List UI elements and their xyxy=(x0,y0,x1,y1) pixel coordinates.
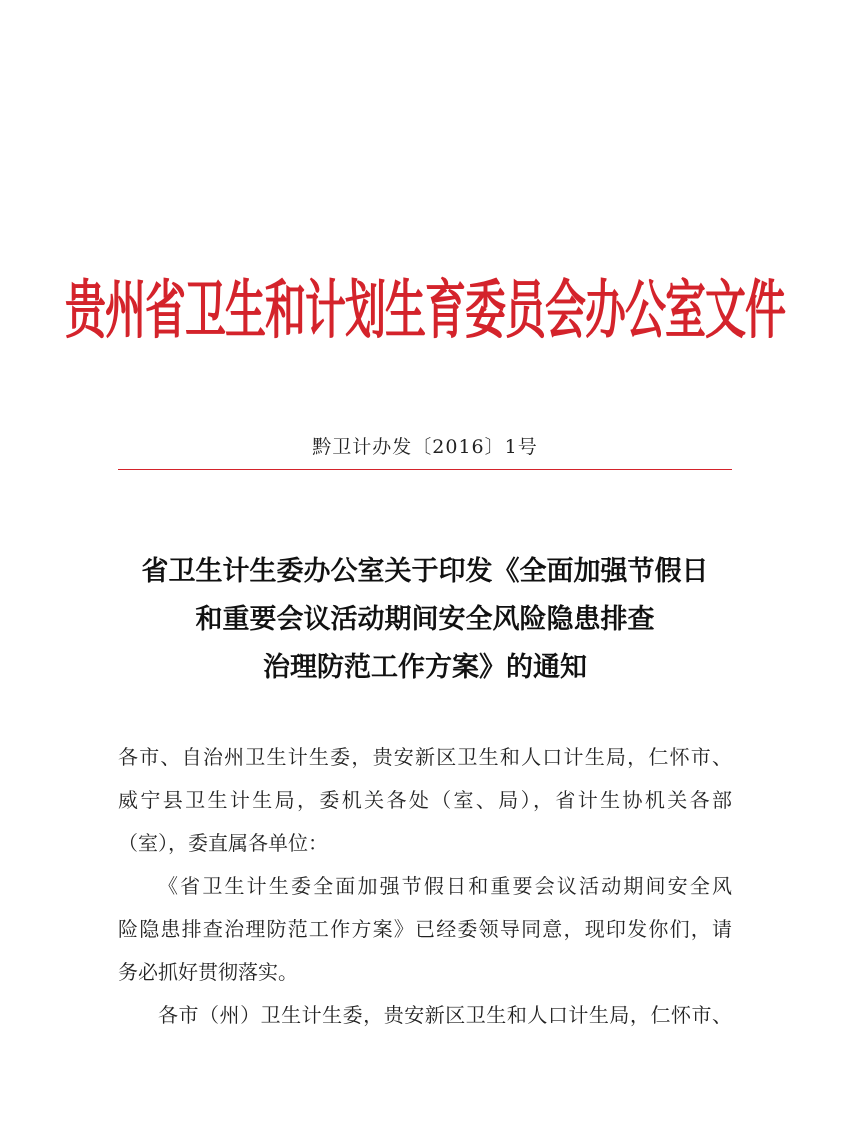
body-line: 《省卫生计生委全面加强节假日和重要会议活动期间安全风 xyxy=(158,874,732,898)
body-line: 各市、自治州卫生计生委，贵安新区卫生和人口计生局，仁怀市、 xyxy=(118,745,732,769)
body-line: 威宁县卫生计生局，委机关各处（室、局），省计生协机关各部 xyxy=(118,788,732,812)
title-line: 治理防范工作方案》的通知 xyxy=(263,652,587,683)
body-line: 各市（州）卫生计生委，贵安新区卫生和人口计生局，仁怀市、 xyxy=(158,1003,732,1027)
body-line: 务必抓好贯彻落实。 xyxy=(118,960,298,984)
notice-title xyxy=(100,548,750,692)
notice-body xyxy=(118,736,732,1037)
document-number: 黔卫计办发〔2016〕1号 xyxy=(312,436,538,458)
masthead-title: 贵州省卫生和计划生育委员会办公室文件 xyxy=(65,272,785,347)
red-divider-line xyxy=(118,469,732,470)
title-line: 和重要会议活动期间安全风险隐患排查 xyxy=(195,604,655,635)
body-line: 险隐患排查治理防范工作方案》已经委领导同意，现印发你们，请 xyxy=(118,917,732,941)
body-line: （室），委直属各单位： xyxy=(118,831,328,855)
title-line: 省卫生计生委办公室关于印发《全面加强节假日 xyxy=(141,556,709,587)
